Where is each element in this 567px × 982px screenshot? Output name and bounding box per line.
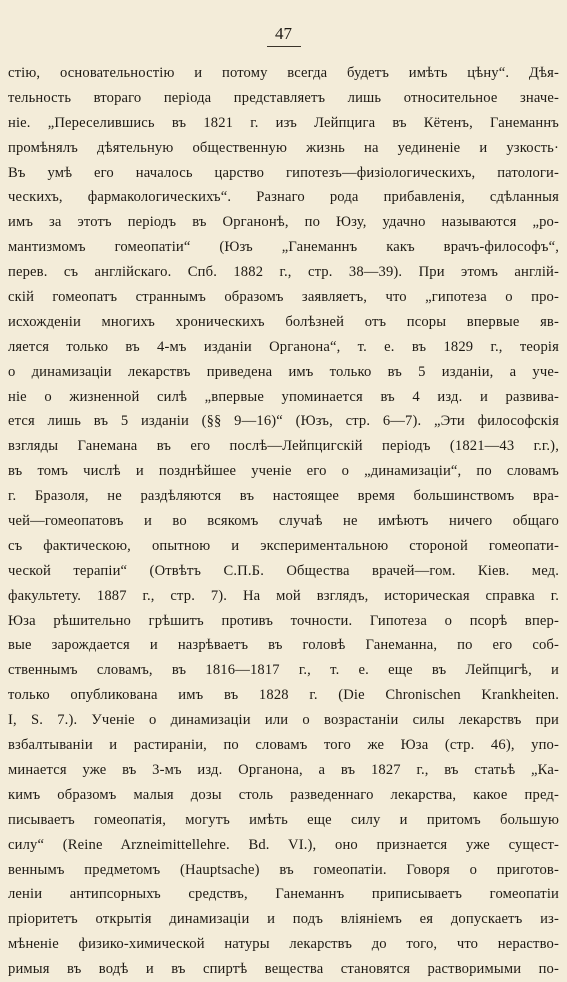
- text-line: силу“ (Reine Arzneimittellehre. Bd. VI.), оно признается уже сущест-: [8, 836, 559, 853]
- text-line: леніи антипсорныхъ средствъ, Ганеманнъ приписываетъ гомеопатіи: [8, 886, 559, 903]
- text-line: только опубликована имъ въ 1828 г. (Die Chronischen Krankheiten.: [8, 687, 559, 704]
- text-line: о динамизаціи лекарствъ приведена имъ только въ 5 изданіи, а уче-: [8, 363, 559, 380]
- text-line: пріоритетъ открытія динамизаціи и подъ вліяніемъ ея допускаетъ из-: [8, 911, 559, 928]
- text-line: стію, основательностію и потому всегда будетъ имѣть цѣну“. Дѣя-: [8, 65, 559, 81]
- text-line: тельность втораго періода представляетъ лишь относительное значе-: [8, 89, 559, 106]
- text-line: ляется только въ 4-мъ изданіи Органона“, т. е. въ 1829 г., теорія: [8, 338, 559, 355]
- text-line: ется лишь въ 5 изданіи (§§ 9—16)“ (Юзъ, стр. 6—7). „Эти философскія: [8, 413, 559, 430]
- text-line: промѣнялъ дѣятельную общественную жизнь на уединеніе и узкость·: [8, 139, 559, 156]
- text-line: писываетъ гомеопатія, могутъ имѣть еще силу и притомъ большую: [8, 811, 559, 828]
- text-line: исхожденіи многихъ хроническихъ болѣзней отъ псоры впервые яв-: [8, 313, 559, 330]
- text-line: мѣненіе физико-химической натуры лекарствъ до того, что нераство-: [8, 936, 559, 953]
- text-line: ніе. „Переселившись въ 1821 г. изъ Лейпцига въ Кётенъ, Ганеманнъ: [8, 114, 559, 131]
- text-line: имъ за этотъ періодъ въ Органонѣ, по Юзу, удачно называются „ро-: [8, 214, 559, 231]
- text-line: факультету. 1887 г., стр. 7). На мой взглядъ, историческая справка г.: [8, 587, 559, 604]
- text-line: Въ умѣ его началось царство гипотезъ—физіологическихъ, патологи-: [8, 164, 559, 181]
- page-number: 47: [275, 24, 292, 43]
- text-line: взбалтываніи и растираніи, по словамъ того же Юза (стр. 46), упо-: [8, 737, 559, 754]
- page-number-rule: [267, 46, 301, 47]
- text-line: вые зарождается и назрѣваетъ въ головѣ Ганеманна, по его соб-: [8, 637, 559, 654]
- text-line: ческихъ, фармакологическихъ“. Разнаго рода прибавленія, сдѣланныя: [8, 189, 559, 206]
- text-line: веннымъ предметомъ (Hauptsache) въ гомеопатіи. Говоря о приготов-: [8, 861, 559, 878]
- text-line: I, S. 7.). Ученіе о динамизаціи или о возрастаніи силы лекарствъ при: [8, 712, 559, 729]
- text-line: римыя въ водѣ и въ спиртѣ вещества становятся растворимыми по-: [8, 961, 559, 978]
- text-line: взгляды Ганемана въ его послѣ—Лейпцигскій періодъ (1821—43 г.г.),: [8, 438, 559, 455]
- text-line: скій гомеопатъ страннымъ образомъ заявляетъ, что „гипотеза о про-: [8, 289, 559, 306]
- text-line: чей—гомеопатовъ и во всякомъ случаѣ не имѣютъ ничего общаго: [8, 513, 559, 530]
- text-line: въ томъ числѣ и позднѣйшее ученіе его о „динамизаціи“, по словамъ: [8, 463, 559, 480]
- text-line: Юза рѣшительно грѣшитъ противъ точности. Гипотеза о псорѣ впер-: [8, 612, 559, 629]
- body-text: [8, 61, 559, 982]
- text-line: кимъ образомъ малыя дозы столь разведеннаго лекарства, какое пред-: [8, 786, 559, 803]
- text-line: перев. съ англійскаго. Спб. 1882 г., стр. 38—39). При этомъ англій-: [8, 264, 559, 281]
- text-line: г. Бразоля, не раздѣляются въ настоящее время большинствомъ вра-: [8, 488, 559, 505]
- text-line: ческой терапіи“ (Отвѣтъ С.П.Б. Общества врачей—гом. Кіев. мед.: [8, 562, 559, 579]
- text-line: мантизмомъ гомеопатіи“ (Юзъ „Ганеманнъ какъ врачъ-философъ“,: [8, 239, 559, 256]
- text-line: съ фактическою, опытною и экспериментальною стороной гомеопати-: [8, 537, 559, 554]
- text-line: ніе о жизненной силѣ „впервые упоминается въ 4 изд. и развива-: [8, 388, 559, 405]
- text-line: ственнымъ словамъ, въ 1816—1817 г., т. е. еще въ Лейпцигѣ, и: [8, 662, 559, 679]
- text-line: минается уже въ 3-мъ изд. Органона, а въ 1827 г., въ статьѣ „Ка-: [8, 761, 559, 778]
